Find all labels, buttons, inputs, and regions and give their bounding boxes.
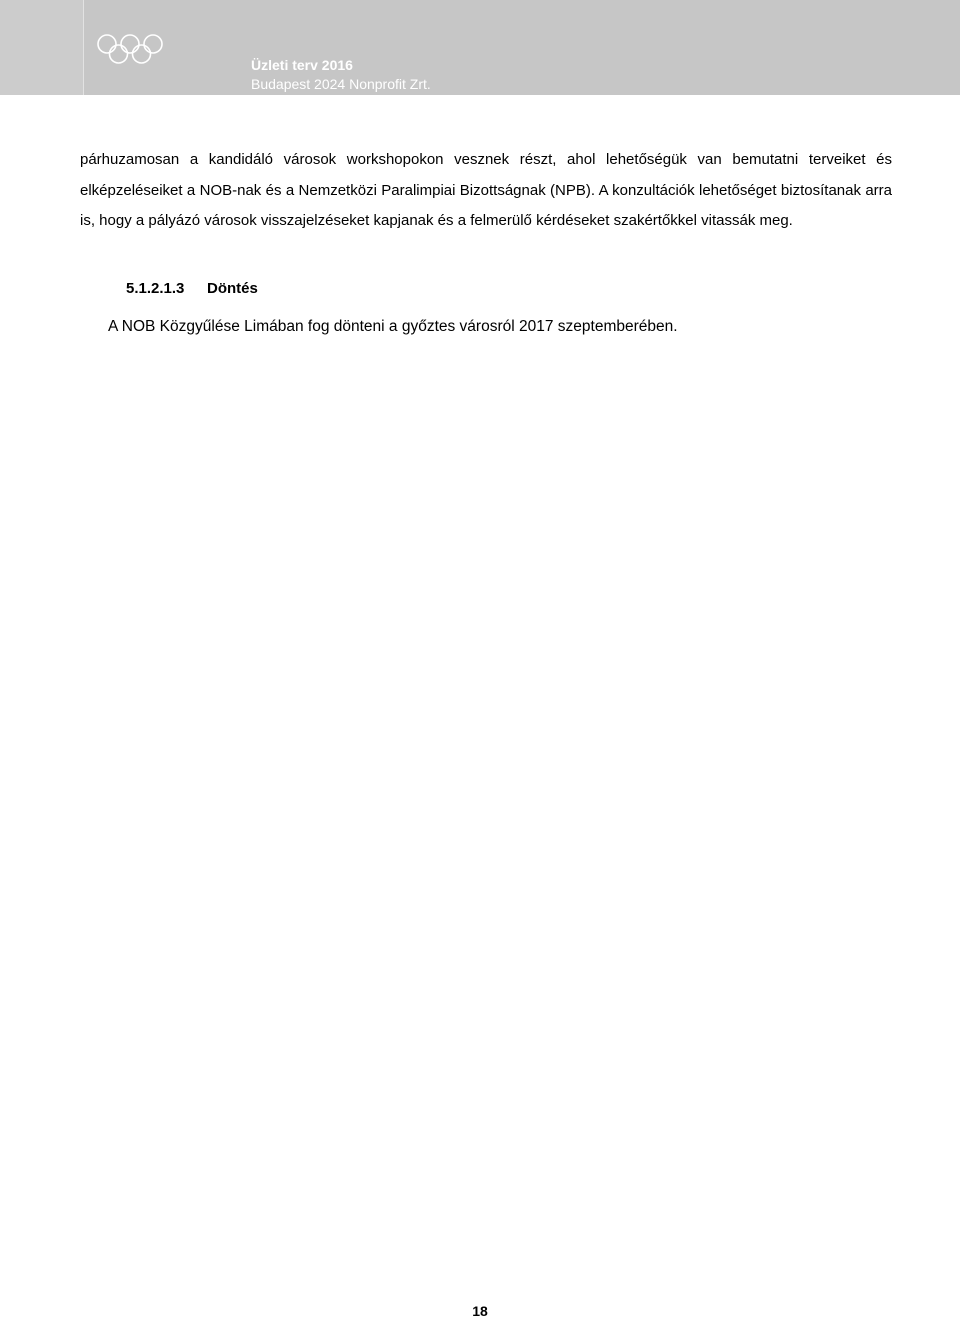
section-number: 5.1.2.1.3 [126, 280, 185, 297]
section-title: Döntés [207, 280, 258, 297]
decision-paragraph: A NOB Közgyűlése Limában fog dönteni a győztes városról 2017 szeptemberében. [108, 318, 678, 335]
header-subtitle: Budapest 2024 Nonprofit Zrt. [251, 76, 431, 92]
section-heading [126, 279, 258, 299]
header-title: Üzleti terv 2016 [251, 57, 353, 73]
olympic-rings-icon [95, 33, 165, 65]
header-box [83, 0, 960, 95]
page-number: 18 [472, 1303, 488, 1319]
body-paragraph: párhuzamosan a kandidáló városok workshopokon vesznek részt, ahol lehetőségük van bemutatni terveiket és elképzeléseiket a NOB-nak és a Nemzetközi Paralimpiai Bizottságnak (NPB). A konzultációk lehetőséget biztosítanak arra is, hogy a pályázó városok visszajelzéseket kapjanak és a felmerülő kérdéseket szakértőkkel vitassák meg. [80, 151, 892, 229]
